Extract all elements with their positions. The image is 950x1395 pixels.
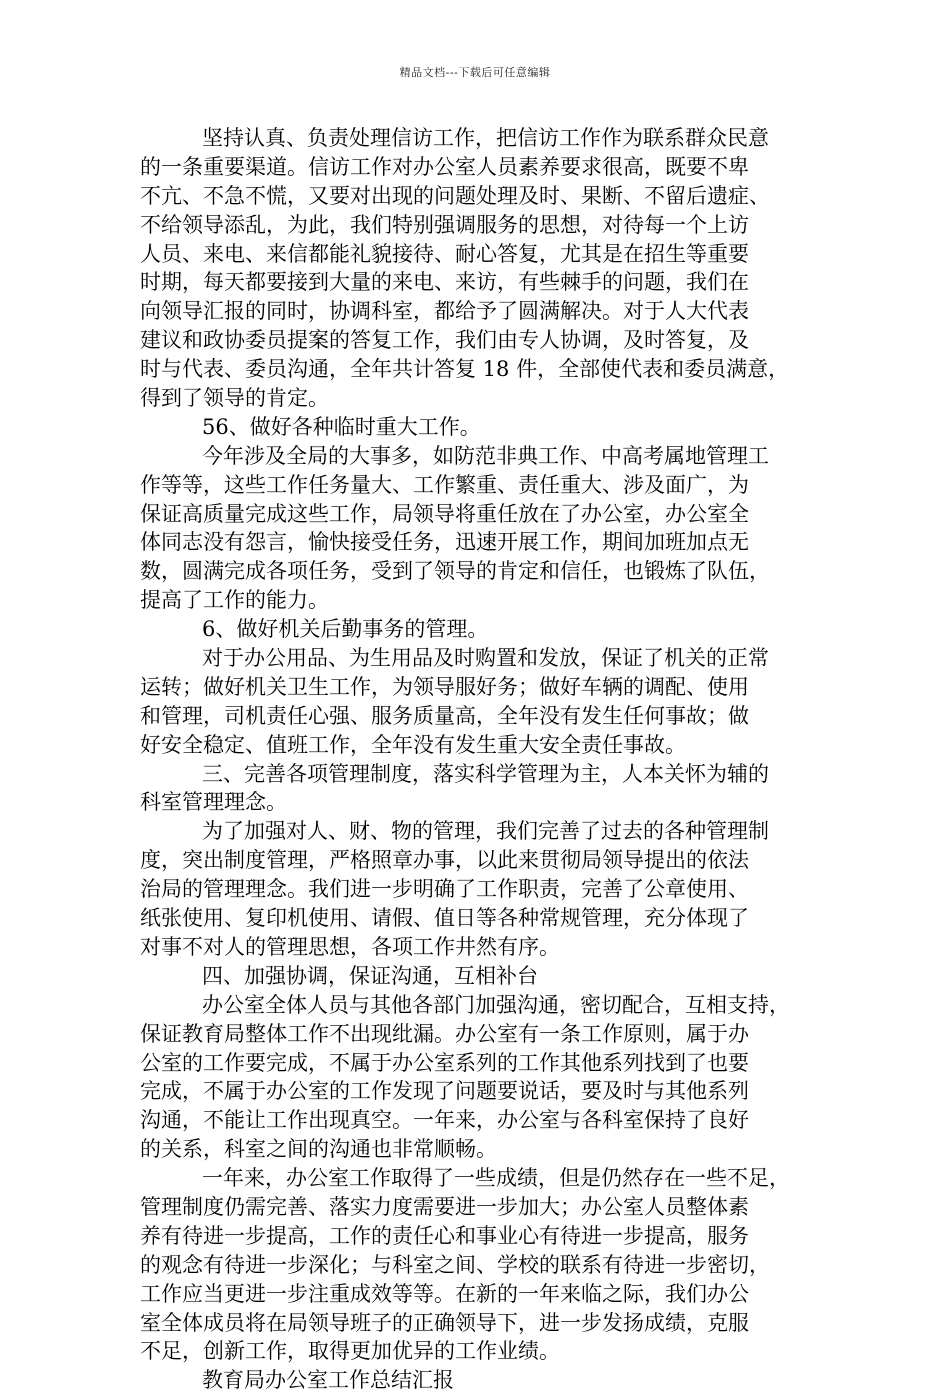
text-line: 治局的管理理念。我们进一步明确了工作职责，完善了公章使用、 xyxy=(140,877,749,902)
text-line: 数，圆满完成各项任务，受到了领导的肯定和信任，也锻炼了队伍， xyxy=(140,559,770,584)
text-line: 运转；做好机关卫生工作，为领导服好务；做好车辆的调配、使用 xyxy=(140,674,749,699)
text-line: 不亢、不急不慌，又要对出现的问题处理及时、果断、不留后遗症、 xyxy=(140,183,770,208)
text-line: 今年涉及全局的大事多，如防范非典工作、中高考属地管理工 xyxy=(202,443,769,468)
text-line: 坚持认真、负责处理信访工作，把信访工作作为联系群众民意 xyxy=(202,126,769,150)
text-line: 的观念有待进一步深化；与科室之间、学校的联系有待进一步密切， xyxy=(140,1252,770,1277)
text-line: 56、做好各种临时重大工作。 xyxy=(202,414,481,439)
text-line: 时期，每天都要接到大量的来电、来访，有些棘手的问题，我们在 xyxy=(140,270,749,295)
page-header: 精品文档---下载后可任意编辑 xyxy=(399,66,551,79)
text-line: 公室的工作要完成，不属于办公室系列的工作其他系列找到了也要 xyxy=(140,1050,749,1075)
text-line: 的一条重要渠道。信访工作对办公室人员素养要求很高，既要不卑 xyxy=(140,154,749,179)
text-line: 沟通，不能让工作出现真空。一年来，办公室与各科室保持了良好 xyxy=(140,1108,749,1133)
text-line: 管理制度仍需完善、落实力度需要进一步加大；办公室人员整体素 xyxy=(140,1194,749,1219)
text-line: 不足，创新工作，取得更加优异的工作业绩。 xyxy=(140,1339,560,1364)
text-line: 时与代表、委员沟通，全年共计答复 18 件，全部使代表和委员满意， xyxy=(140,357,790,382)
text-line: 好安全稳定、值班工作，全年没有发生重大安全责任事故。 xyxy=(140,732,686,757)
text-line: 科室管理理念。 xyxy=(140,790,287,815)
text-line: 度，突出制度管理，严格照章办事，以此来贯彻局领导提出的依法 xyxy=(140,848,749,873)
text-line: 教育局办公室工作总结汇报 xyxy=(202,1368,454,1393)
text-line: 体同志没有怨言，愉快接受任务，迅速开展工作，期间加班加点无 xyxy=(140,530,749,555)
text-line: 一年来，办公室工作取得了一些成绩，但是仍然存在一些不足， xyxy=(202,1166,790,1191)
text-line: 对于办公用品、为生用品及时购置和发放，保证了机关的正常 xyxy=(202,646,769,671)
text-line: 养有待进一步提高，工作的责任心和事业心有待进一步提高，服务 xyxy=(140,1223,749,1248)
text-line: 人员、来电、来信都能礼貌接待、耐心答复，尤其是在招生等重要 xyxy=(140,241,749,266)
text-line: 保证教育局整体工作不出现纰漏。办公室有一条工作原则，属于办 xyxy=(140,1021,749,1046)
text-line: 工作应当更进一步注重成效等等。在新的一年来临之际，我们办公 xyxy=(140,1281,749,1306)
text-line: 不给领导添乱，为此，我们特别强调服务的思想，对待每一个上访 xyxy=(140,212,749,237)
text-line: 办公室全体人员与其他各部门加强沟通，密切配合，互相支持， xyxy=(202,992,790,1017)
text-line: 作等等，这些工作任务量大、工作繁重、责任重大、涉及面广，为 xyxy=(140,472,749,497)
text-line: 三、完善各项管理制度，落实科学管理为主，人本关怀为辅的 xyxy=(202,761,769,786)
text-line: 6、做好机关后勤事务的管理。 xyxy=(202,617,489,642)
text-line: 和管理，司机责任心强、服务质量高，全年没有发生任何事故；做 xyxy=(140,703,749,728)
text-line: 四、加强协调，保证沟通，互相补台 xyxy=(202,963,538,988)
text-line: 得到了领导的肯定。 xyxy=(140,386,329,411)
text-line: 建议和政协委员提案的答复工作，我们由专人协调，及时答复，及 xyxy=(140,328,749,353)
text-line: 纸张使用、复印机使用、请假、值日等各种常规管理，充分体现了 xyxy=(140,906,749,931)
text-line: 为了加强对人、财、物的管理，我们完善了过去的各种管理制 xyxy=(202,819,769,844)
text-line: 保证高质量完成这些工作，局领导将重任放在了办公室，办公室全 xyxy=(140,501,749,526)
text-line: 的关系，科室之间的沟通也非常顺畅。 xyxy=(140,1137,497,1162)
text-line: 提高了工作的能力。 xyxy=(140,588,329,613)
text-line: 完成，不属于办公室的工作发现了问题要说话，要及时与其他系列 xyxy=(140,1079,749,1104)
document-body xyxy=(140,124,808,1395)
text-line: 室全体成员将在局领导班子的正确领导下，进一步发扬成绩，克服 xyxy=(140,1310,749,1335)
text-line: 对事不对人的管理思想，各项工作井然有序。 xyxy=(140,934,560,959)
text-line: 向领导汇报的同时，协调科室，都给予了圆满解决。对于人大代表 xyxy=(140,299,749,324)
